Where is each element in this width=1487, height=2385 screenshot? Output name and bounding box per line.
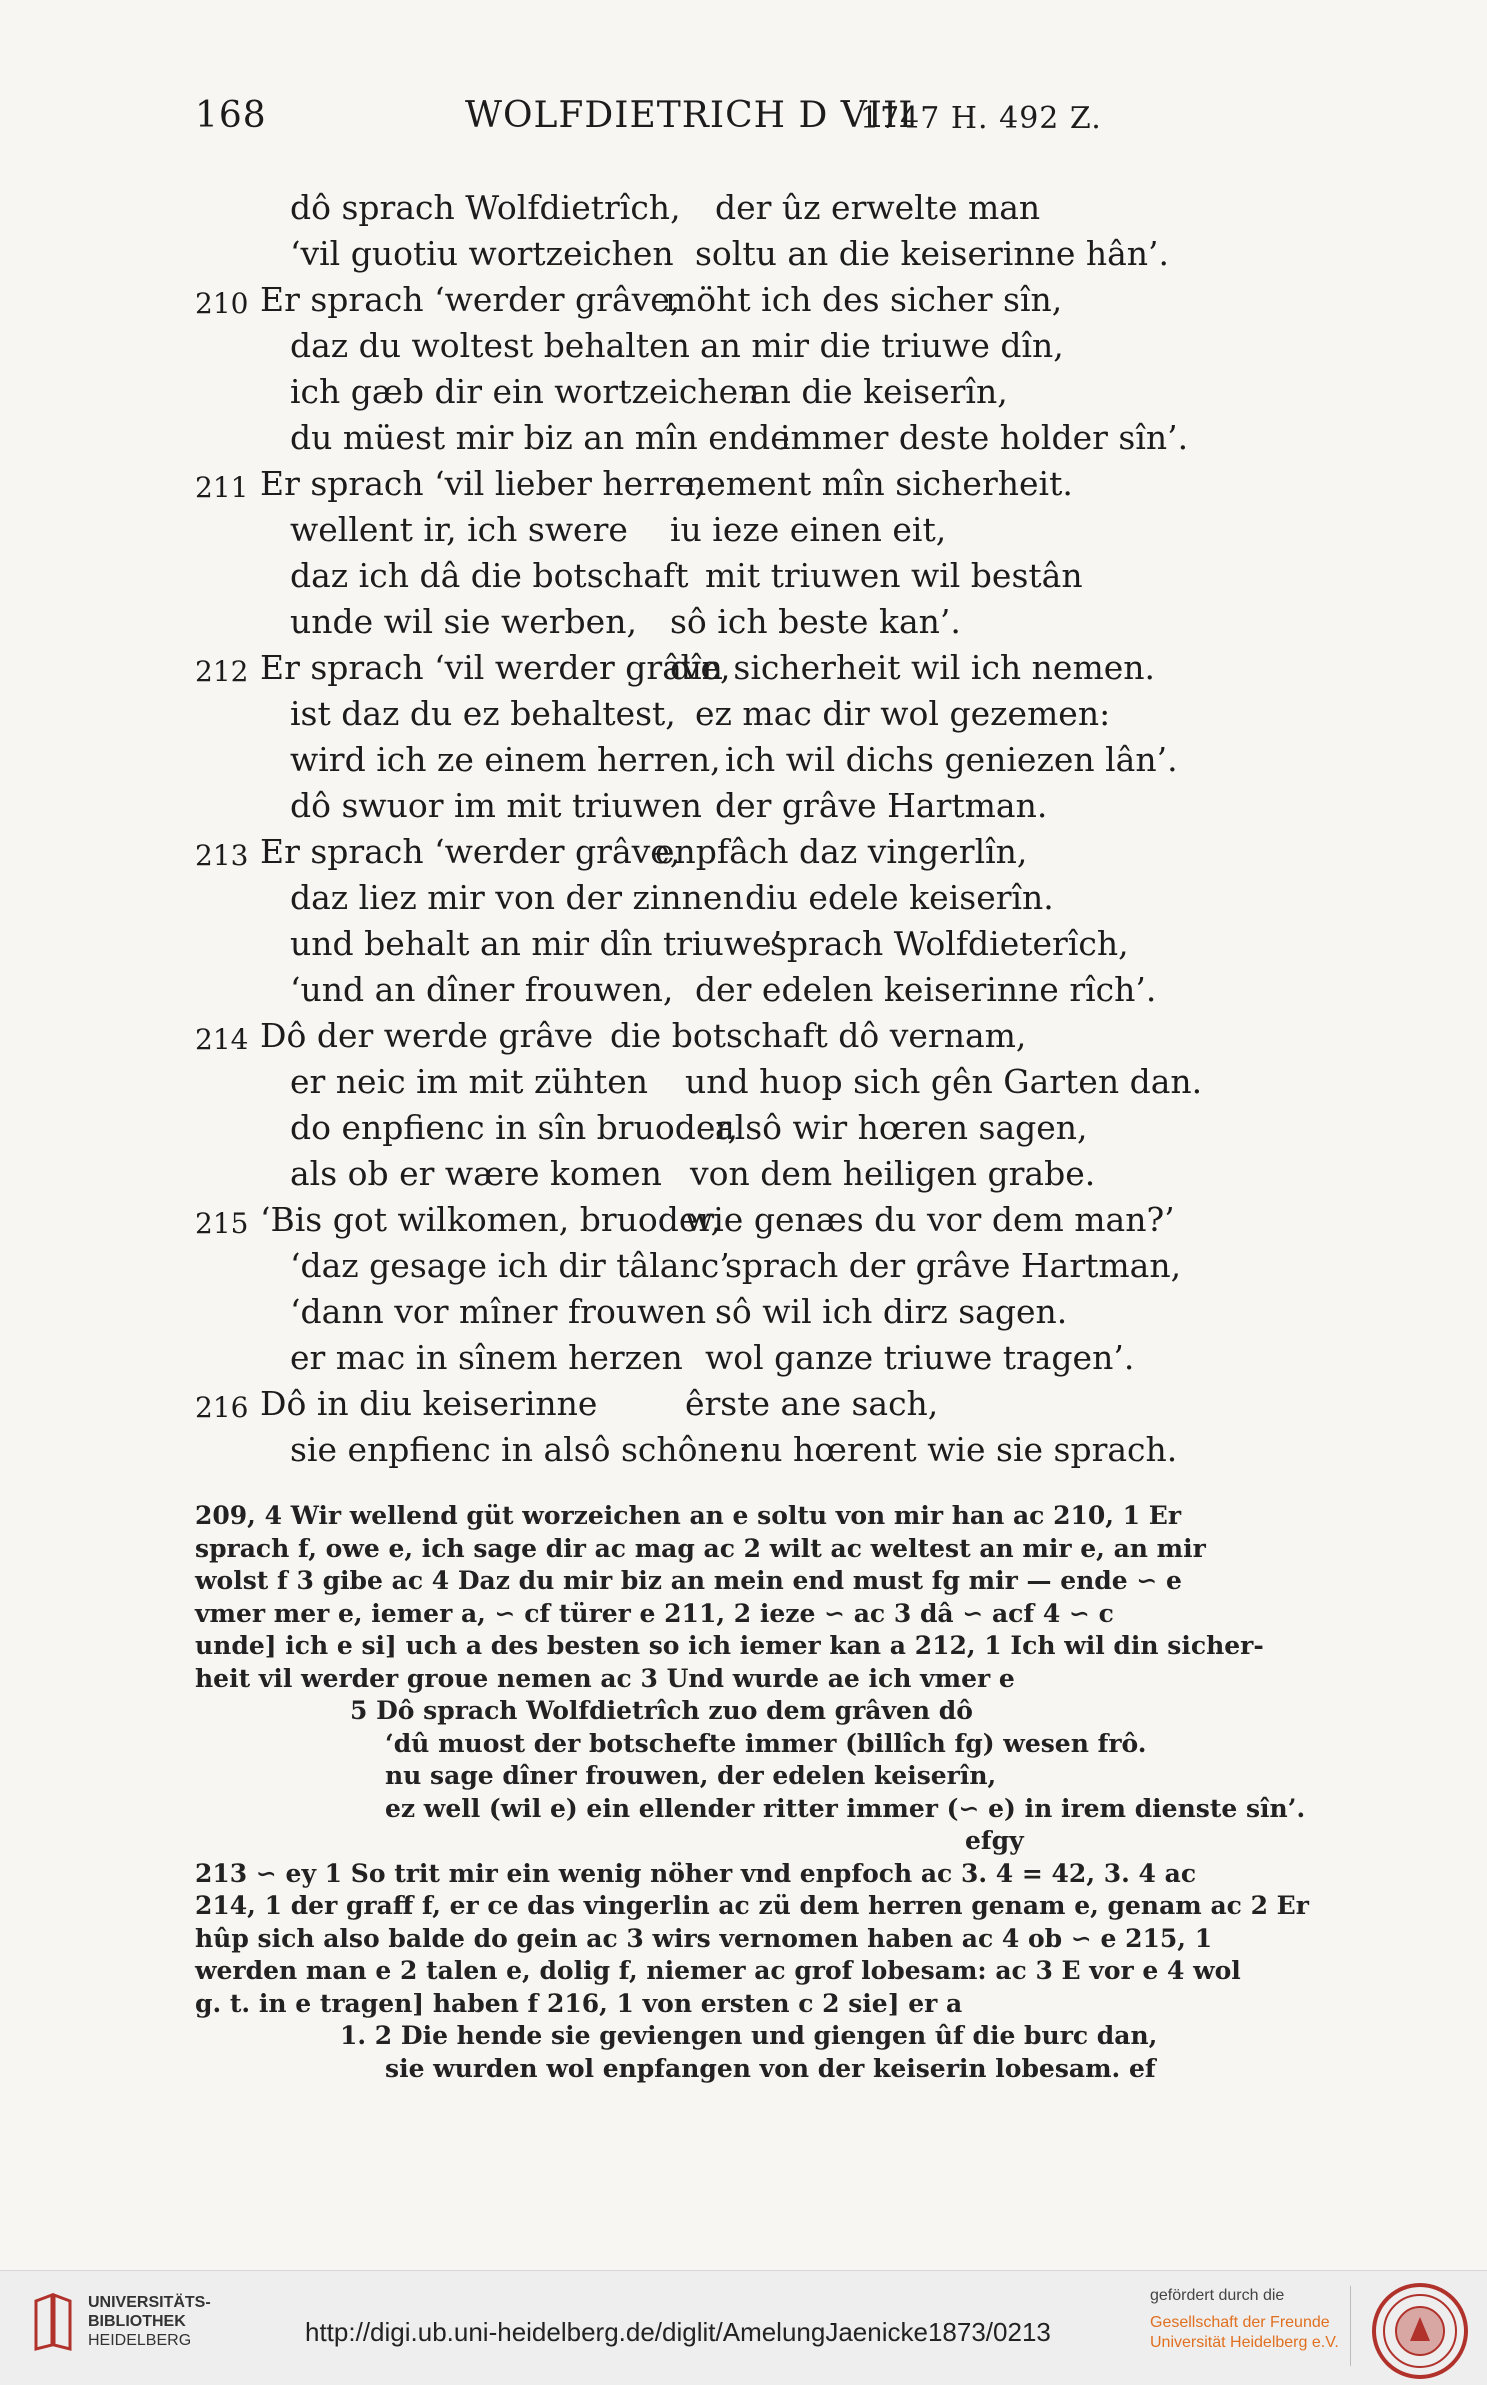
verse-line xyxy=(195,645,1295,691)
first-half-line: Er sprach ‘vil werder grâve, xyxy=(260,648,731,687)
first-half-line: ‘vil guotiu wortzeichen xyxy=(290,234,674,273)
note-line xyxy=(195,1533,1335,1566)
library-line-3: HEIDELBERG xyxy=(88,2332,192,2349)
note-text: vmer mer e, iemer a, ∽ cf türer e 211, 2 ieze ∽ ac 3 dâ ∽ acf 4 ∽ c xyxy=(195,1598,1114,1628)
verse-line xyxy=(195,967,1295,1013)
first-half-line: ich gæb dir ein wortzeichen xyxy=(290,372,760,411)
verse-line xyxy=(195,1289,1295,1335)
first-half-line: Dô der werde grâve xyxy=(260,1016,594,1055)
second-half-line: der edelen keiserinne rîch’. xyxy=(695,970,1157,1009)
first-half-line: do enpfienc in sîn bruoder, xyxy=(290,1108,738,1147)
first-half-line: sie enpfienc in alsô schône: xyxy=(290,1430,750,1469)
note-text: nu sage dîner frouwen, der edelen keiserîn, xyxy=(385,1761,997,1790)
verse-line xyxy=(195,921,1295,967)
note-text: ‘dû muost der botschefte immer (billîch fg) wesen frô. xyxy=(385,1728,1147,1758)
verse-line xyxy=(195,507,1295,553)
verse-line xyxy=(195,1197,1295,1243)
verse-line xyxy=(195,829,1295,875)
strophe-number: 214 xyxy=(195,1023,249,1056)
verse-line xyxy=(195,1151,1295,1197)
second-half-line: ez mac dir wol gezemen: xyxy=(695,694,1111,733)
second-half-line: an mir die triuwe dîn, xyxy=(700,326,1064,365)
verse-line xyxy=(195,1427,1295,1473)
note-line xyxy=(195,1890,1335,1923)
verse-line xyxy=(195,783,1295,829)
second-half-line: und huop sich gên Garten dan. xyxy=(685,1062,1203,1101)
verse-line xyxy=(195,1335,1295,1381)
verse-line xyxy=(195,1105,1295,1151)
second-half-line: immer deste holder sîn’. xyxy=(780,418,1189,457)
second-half-line: ich wil dichs geniezen lân’. xyxy=(725,740,1178,779)
permalink[interactable]: http://digi.ub.uni-heidelberg.de/diglit/AmelungJaenicke1873/0213 xyxy=(305,2317,1051,2347)
note-text: g. t. in e tragen] haben f 216, 1 von ersten c 2 sie] er a xyxy=(195,1988,963,2018)
second-half-line: möht ich des sicher sîn, xyxy=(665,280,1063,319)
library-line-2: BIBLIOTHEK xyxy=(88,2313,186,2330)
footer-bar xyxy=(0,2270,1487,2385)
note-text: hûp sich also balde do gein ac 3 wirs vernomen haben ac 4 ob ∽ e 215, 1 xyxy=(195,1923,1213,1953)
strophe-number: 213 xyxy=(195,839,249,872)
note-line xyxy=(195,1695,1335,1728)
second-half-line: die botschaft dô vernam, xyxy=(610,1016,1027,1055)
first-half-line: Er sprach ‘vil lieber herre, xyxy=(260,464,705,503)
second-half-line: sprach der grâve Hartman, xyxy=(725,1246,1182,1285)
first-half-line: wellent ir, ich swere xyxy=(290,510,628,549)
first-half-line: und behalt an mir dîn triuwe’ xyxy=(290,924,783,963)
verse-line xyxy=(195,461,1295,507)
note-text: 209, 4 Wir wellend güt worzeichen an e soltu von mir han ac 210, 1 Er xyxy=(195,1501,1182,1530)
verse-line xyxy=(195,415,1295,461)
verse-line xyxy=(195,1381,1295,1427)
note-text: unde] ich e si] uch a des besten so ich iemer kan a 212, 1 Ich wil din sicher- xyxy=(195,1631,1264,1660)
note-text: 1. 2 Die hende sie geviengen und giengen ûf die burc dan, xyxy=(340,2021,1158,2050)
note-line xyxy=(195,1988,1335,2021)
society-line-2: Universität Heidelberg e.V. xyxy=(1150,2334,1339,2351)
first-half-line: ‘daz gesage ich dir tâlanc’ xyxy=(290,1246,730,1285)
first-half-line: daz liez mir von der zinnen xyxy=(290,878,744,917)
manuscript-reference: 1747 H. 492 Z. xyxy=(860,101,1102,136)
note-line xyxy=(195,1663,1335,1696)
first-half-line: unde wil sie werben, xyxy=(290,602,637,641)
second-half-line: wol ganze triuwe tragen’. xyxy=(705,1338,1135,1377)
verse-line xyxy=(195,875,1295,921)
first-half-line: ‘und an dîner frouwen, xyxy=(290,970,674,1009)
strophe-number: 215 xyxy=(195,1207,249,1240)
verse-line xyxy=(195,231,1295,277)
second-half-line: der ûz erwelte man xyxy=(715,188,1041,227)
second-half-line: sô wil ich dirz sagen. xyxy=(715,1292,1068,1331)
note-text: sie wurden wol enpfangen von der keiserin lobesam. ef xyxy=(385,2053,1156,2083)
second-half-line: an die keiserîn, xyxy=(750,372,1008,411)
note-text: wolst f 3 gibe ac 4 Daz du mir biz an mein end must fg mir — ende ∽ e xyxy=(195,1566,1182,1595)
first-half-line: du müest mir biz an mîn ende xyxy=(290,418,790,457)
first-half-line: daz du woltest behalten xyxy=(290,326,690,365)
second-half-line: sô ich beste kan’. xyxy=(670,602,961,641)
note-line xyxy=(195,1923,1335,1956)
funded-by-label: gefördert durch die xyxy=(1150,2287,1285,2304)
note-line xyxy=(195,2020,1335,2053)
second-half-line: nement mîn sicherheit. xyxy=(685,464,1073,503)
note-line xyxy=(195,1760,1335,1793)
verse-line xyxy=(195,599,1295,645)
second-half-line: enpfâch daz vingerlîn, xyxy=(655,832,1028,871)
note-line xyxy=(195,1630,1335,1663)
note-text: 213 ∽ ey 1 So trit mir ein wenig nöher vnd enpfoch ac 3. 4 = 42, 3. 4 ac xyxy=(195,1858,1197,1888)
verse-line xyxy=(195,553,1295,599)
note-text: heit vil werder groue nemen ac 3 Und wurde ae ich vmer e xyxy=(195,1663,1015,1693)
note-text: sprach f, owe e, ich sage dir ac mag ac 2 wilt ac weltest an mir e, an mir xyxy=(195,1533,1206,1563)
second-half-line: dîn sicherheit wil ich nemen. xyxy=(670,648,1156,687)
page-number: 168 xyxy=(195,95,267,136)
verse-line xyxy=(195,323,1295,369)
note-text: 214, 1 der graff f, er ce das vingerlin ac zü dem herren genam e, genam ac 2 Er xyxy=(195,1891,1309,1920)
note-line xyxy=(195,1565,1335,1598)
note-text: efgy xyxy=(965,1826,1024,1855)
library-name xyxy=(88,2293,211,2350)
verse-line xyxy=(195,737,1295,783)
verse-text xyxy=(195,185,1295,1473)
footer-divider xyxy=(1350,2286,1351,2366)
second-half-line: von dem heiligen grabe. xyxy=(690,1154,1096,1193)
society-line-1: Gesellschaft der Freunde xyxy=(1150,2314,1330,2331)
first-half-line: daz ich dâ die botschaft xyxy=(290,556,689,595)
second-half-line: der grâve Hartman. xyxy=(715,786,1048,825)
note-line xyxy=(195,1825,1335,1858)
running-title: WOLFDIETRICH D VIII xyxy=(465,95,914,136)
first-half-line: ‘dann vor mîner frouwen xyxy=(290,1292,707,1331)
strophe-number: 211 xyxy=(195,471,249,504)
first-half-line: wird ich ze einem herren, xyxy=(290,740,721,779)
first-half-line: dô swuor im mit triuwen xyxy=(290,786,702,825)
note-text: ez well (wil e) ein ellender ritter immer (∽ e) in irem dienste sîn’. xyxy=(385,1793,1306,1823)
second-half-line: soltu an die keiserinne hân’. xyxy=(695,234,1170,273)
note-line xyxy=(195,1500,1335,1533)
note-line xyxy=(195,1955,1335,1988)
first-half-line: Dô in diu keiserinne xyxy=(260,1384,598,1423)
second-half-line: sprach Wolfdieterîch, xyxy=(770,924,1129,963)
second-half-line: nu hœrent wie sie sprach. xyxy=(740,1430,1178,1469)
first-half-line: ‘Bis got wilkomen, bruoder, xyxy=(260,1200,722,1239)
second-half-line: wie genæs du vor dem man?’ xyxy=(685,1200,1175,1239)
first-half-line: Er sprach ‘werder grâve, xyxy=(260,832,681,871)
verse-line xyxy=(195,185,1295,231)
society-name xyxy=(1150,2313,1339,2353)
first-half-line: ist daz du ez behaltest, xyxy=(290,694,676,733)
second-half-line: mit triuwen wil bestân xyxy=(705,556,1083,595)
first-half-line: Er sprach ‘werder grâve, xyxy=(260,280,681,319)
note-line xyxy=(195,1728,1335,1761)
note-line xyxy=(195,2053,1335,2086)
critical-apparatus xyxy=(195,1500,1335,2085)
note-line xyxy=(195,1793,1335,1826)
first-half-line: er neic im mit zühten xyxy=(290,1062,648,1101)
note-text: 5 Dô sprach Wolfdietrîch zuo dem grâven dô xyxy=(350,1696,973,1725)
strophe-number: 210 xyxy=(195,287,249,320)
verse-line xyxy=(195,369,1295,415)
note-line xyxy=(195,1598,1335,1631)
library-logo-icon xyxy=(30,2291,76,2351)
library-line-1: UNIVERSITÄTS- xyxy=(88,2294,211,2311)
university-seal-icon xyxy=(1370,2281,1470,2381)
strophe-number: 212 xyxy=(195,655,249,688)
second-half-line: alsô wir hœren sagen, xyxy=(715,1108,1088,1147)
verse-line xyxy=(195,277,1295,323)
strophe-number: 216 xyxy=(195,1391,249,1424)
verse-line xyxy=(195,691,1295,737)
first-half-line: dô sprach Wolfdietrîch, xyxy=(290,188,681,227)
note-text: werden man e 2 talen e, dolig f, niemer ac grof lobesam: ac 3 E vor e 4 wol xyxy=(195,1956,1241,1985)
verse-line xyxy=(195,1059,1295,1105)
first-half-line: als ob er wære komen xyxy=(290,1154,662,1193)
verse-line xyxy=(195,1243,1295,1289)
verse-line xyxy=(195,1013,1295,1059)
first-half-line: er mac in sînem herzen xyxy=(290,1338,683,1377)
second-half-line: êrste ane sach, xyxy=(685,1384,939,1423)
second-half-line: diu edele keiserîn. xyxy=(745,878,1054,917)
second-half-line: iu ieze einen eit, xyxy=(670,510,947,549)
note-line xyxy=(195,1858,1335,1891)
